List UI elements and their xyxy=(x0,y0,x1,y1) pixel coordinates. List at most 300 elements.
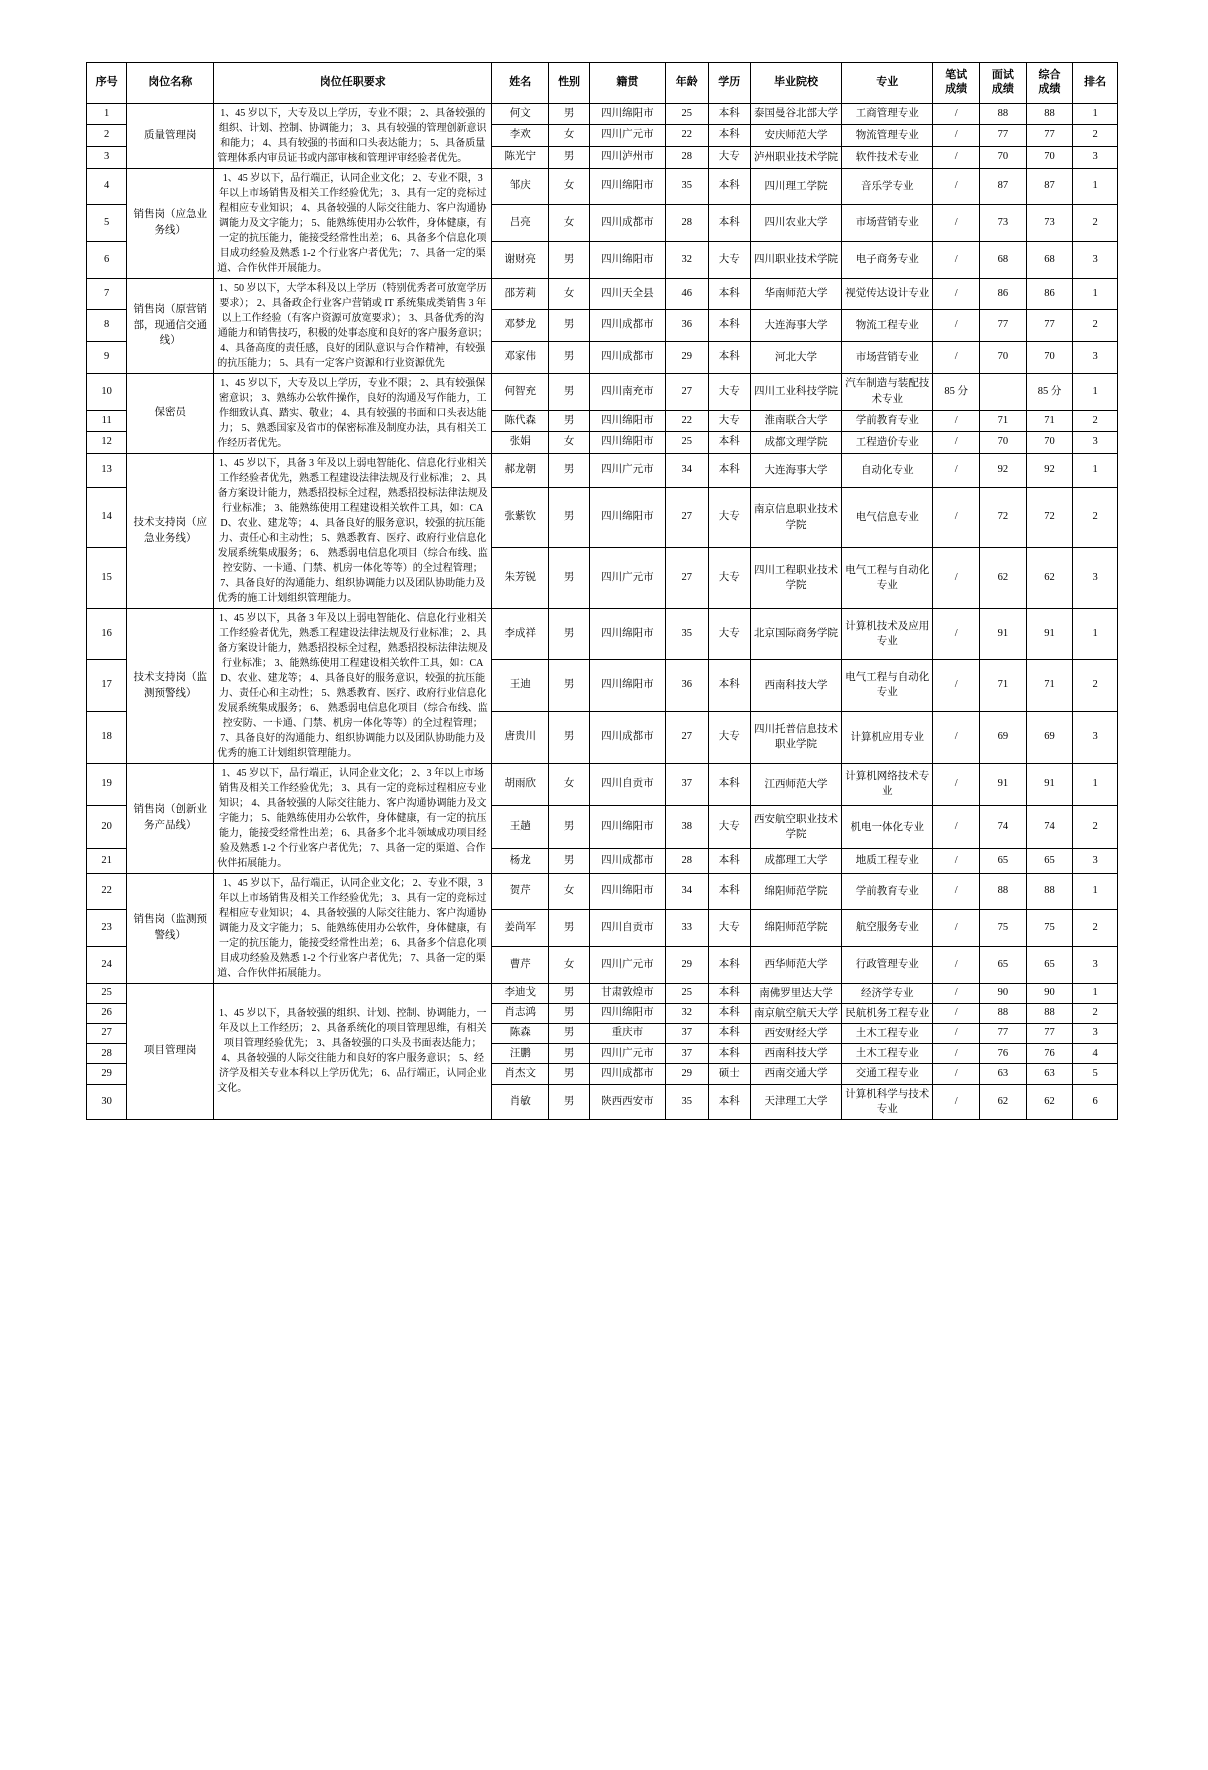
cell-school: 安庆师范大学 xyxy=(750,125,841,147)
cell-education: 大专 xyxy=(708,711,750,763)
cell-gender: 女 xyxy=(549,205,589,242)
cell-interview-score: 71 xyxy=(980,410,1027,431)
cell-rank: 1 xyxy=(1073,168,1118,205)
cell-major: 学前教育专业 xyxy=(842,410,933,431)
cell-school: 西安财经大学 xyxy=(750,1023,841,1043)
interview-score-line2: 成绩 xyxy=(991,82,1014,95)
cell-native-place: 四川绵阳市 xyxy=(589,410,665,431)
cell-education: 本科 xyxy=(708,310,750,342)
cell-major: 视觉传达设计专业 xyxy=(842,278,933,310)
cell-major: 自动化专业 xyxy=(842,453,933,487)
cell-written-score: / xyxy=(933,946,980,983)
cell-written-score: / xyxy=(933,205,980,242)
cell-index: 24 xyxy=(87,946,127,983)
cell-school: 西华师范大学 xyxy=(750,946,841,983)
cell-education: 本科 xyxy=(708,849,750,873)
cell-name: 陈森 xyxy=(492,1023,549,1043)
cell-native-place: 四川成都市 xyxy=(589,1064,665,1084)
cell-requirement: 1、50 岁以下，大学本科及以上学历（特别优秀者可放宽学历要求）； 2、具备政企行业客户营销或 IT 系统集成类销售 3 年以上工作经验（有客户资源可放宽要求）； 3、具备优秀的沟通能力和销售技巧，积极的处事态度和良好的客户服务意识； 4、具备高度的责任感，良好的团队意识与合作精神，有较强的抗压能力； 5、具有一定客户资源和行业资源优先 xyxy=(214,278,492,373)
cell-age: 27 xyxy=(666,711,708,763)
cell-post-name: 技术支持岗（应急业务线） xyxy=(127,453,214,608)
cell-major: 音乐学专业 xyxy=(842,168,933,205)
cell-major: 计算机网络技术专业 xyxy=(842,763,933,806)
cell-written-score: / xyxy=(933,341,980,373)
cell-education: 大专 xyxy=(708,608,750,660)
cell-post-name: 质量管理岗 xyxy=(127,103,214,168)
cell-index: 14 xyxy=(87,487,127,547)
cell-school: 四川农业大学 xyxy=(750,205,841,242)
cell-total-score: 71 xyxy=(1026,660,1073,712)
cell-major: 航空服务专业 xyxy=(842,910,933,947)
col-header-school: 毕业院校 xyxy=(750,63,841,104)
col-header-index: 序号 xyxy=(87,63,127,104)
cell-school: 西南科技大学 xyxy=(750,660,841,712)
cell-written-score: / xyxy=(933,410,980,431)
cell-rank: 1 xyxy=(1073,983,1118,1003)
cell-school: 淮南联合大学 xyxy=(750,410,841,431)
cell-major: 交通工程专业 xyxy=(842,1064,933,1084)
cell-index: 23 xyxy=(87,910,127,947)
cell-requirement: 1、45 岁以下，品行端正，认同企业文化； 2、专业不限，3 年以上市场销售及相关工作经验优先； 3、具有一定的竞标过程相应专业知识； 4、具备较强的人际交往能力、客户沟通协调能力及文字能力； 5、能熟练使用办公软件，身体健康，有一定的抗压能力，能接受经常性出差； 6、具备多个信息化项目成功经验及熟悉 1-2 个行业客户者优先； 7、具备一定的渠道、合作伙伴拓展能力。 xyxy=(214,873,492,983)
cell-major: 物流工程专业 xyxy=(842,310,933,342)
cell-native-place: 四川成都市 xyxy=(589,205,665,242)
cell-major: 软件技术专业 xyxy=(842,146,933,168)
cell-gender: 男 xyxy=(549,453,589,487)
cell-age: 46 xyxy=(666,278,708,310)
cell-total-score: 73 xyxy=(1026,205,1073,242)
cell-native-place: 四川广元市 xyxy=(589,1044,665,1064)
cell-gender: 男 xyxy=(549,608,589,660)
cell-gender: 男 xyxy=(549,373,589,410)
header-row xyxy=(87,63,1118,104)
cell-name: 杨龙 xyxy=(492,849,549,873)
cell-name: 邵芳莉 xyxy=(492,278,549,310)
cell-name: 肖志鸿 xyxy=(492,1003,549,1023)
cell-index: 8 xyxy=(87,310,127,342)
cell-written-score: / xyxy=(933,1084,980,1119)
cell-rank: 1 xyxy=(1073,453,1118,487)
cell-education: 本科 xyxy=(708,341,750,373)
cell-education: 大专 xyxy=(708,487,750,547)
cell-written-score: 85 分 xyxy=(933,373,980,410)
cell-interview-score: 77 xyxy=(980,310,1027,342)
cell-major: 计算机科学与技术专业 xyxy=(842,1084,933,1119)
cell-rank: 2 xyxy=(1073,660,1118,712)
cell-index: 27 xyxy=(87,1023,127,1043)
cell-major: 土木工程专业 xyxy=(842,1023,933,1043)
cell-name: 陈光宁 xyxy=(492,146,549,168)
cell-total-score: 87 xyxy=(1026,168,1073,205)
cell-interview-score: 91 xyxy=(980,763,1027,806)
cell-total-score: 71 xyxy=(1026,410,1073,431)
cell-requirement: 1、45 岁以下，大专及以上学历，专业不限； 2、具备较强的组织、计划、控制、协调能力； 3、具有较强的管理创新意识和能力； 4、具有较强的书面和口头表达能力； 5、具备质量管理体系内审员证书或内部审核和管理评审经验者优先。 xyxy=(214,103,492,168)
col-header-gender: 性别 xyxy=(549,63,589,104)
cell-written-score: / xyxy=(933,310,980,342)
cell-school: 泰国曼谷北部大学 xyxy=(750,103,841,125)
cell-major: 民航机务工程专业 xyxy=(842,1003,933,1023)
cell-name: 邓家伟 xyxy=(492,341,549,373)
cell-school: 大连海事大学 xyxy=(750,453,841,487)
cell-age: 38 xyxy=(666,806,708,849)
cell-school: 四川职业技术学院 xyxy=(750,241,841,278)
table-row xyxy=(87,168,1118,205)
cell-interview-score: 90 xyxy=(980,983,1027,1003)
cell-native-place: 四川绵阳市 xyxy=(589,487,665,547)
cell-index: 6 xyxy=(87,241,127,278)
cell-requirement: 1、45 岁以下，具备 3 年及以上弱电智能化、信息化行业相关工作经验者优先，熟悉工程建设法律法规及行业标准； 2、具备方案设计能力，熟悉招投标全过程，熟悉招投标法律法规及行业标准； 3、能熟练使用工程建设相关软件工具，如：CAD、农业、建龙等； 4、具备良好的服务意识，较强的抗压能力、责任心和主动性； 5、熟悉教育、医疗、政府行业信息化发展系统集成服务； 6、 熟悉弱电信息化项目（综合布线、监控安防、一卡通、门禁、机房一体化等等）的全过程管理； 7、具备良好的沟通能力、组织协调能力以及团队协助能力及优秀的施工计划组织管理能力。 xyxy=(214,608,492,763)
cell-age: 25 xyxy=(666,983,708,1003)
cell-interview-score: 88 xyxy=(980,873,1027,910)
cell-age: 37 xyxy=(666,763,708,806)
cell-age: 28 xyxy=(666,849,708,873)
cell-native-place: 四川天全县 xyxy=(589,278,665,310)
cell-age: 28 xyxy=(666,205,708,242)
cell-age: 25 xyxy=(666,432,708,453)
cell-interview-score: 88 xyxy=(980,103,1027,125)
cell-education: 本科 xyxy=(708,125,750,147)
cell-major: 计算机应用专业 xyxy=(842,711,933,763)
cell-gender: 女 xyxy=(549,432,589,453)
cell-rank: 1 xyxy=(1073,873,1118,910)
cell-gender: 男 xyxy=(549,548,589,608)
cell-education: 大专 xyxy=(708,146,750,168)
cell-name: 何智充 xyxy=(492,373,549,410)
cell-rank: 2 xyxy=(1073,910,1118,947)
cell-school: 南佛罗里达大学 xyxy=(750,983,841,1003)
cell-major: 学前教育专业 xyxy=(842,873,933,910)
cell-total-score: 77 xyxy=(1026,125,1073,147)
cell-interview-score: 91 xyxy=(980,608,1027,660)
cell-age: 32 xyxy=(666,1003,708,1023)
cell-index: 5 xyxy=(87,205,127,242)
cell-name: 唐贵川 xyxy=(492,711,549,763)
cell-rank: 3 xyxy=(1073,548,1118,608)
cell-school: 南京航空航天大学 xyxy=(750,1003,841,1023)
cell-major: 工程造价专业 xyxy=(842,432,933,453)
cell-age: 27 xyxy=(666,487,708,547)
cell-rank: 3 xyxy=(1073,432,1118,453)
col-header-rank: 排名 xyxy=(1073,63,1118,104)
cell-gender: 男 xyxy=(549,410,589,431)
cell-name: 张娟 xyxy=(492,432,549,453)
cell-interview-score: 71 xyxy=(980,660,1027,712)
cell-gender: 男 xyxy=(549,241,589,278)
cell-total-score: 74 xyxy=(1026,806,1073,849)
cell-total-score: 69 xyxy=(1026,711,1073,763)
cell-education: 大专 xyxy=(708,910,750,947)
cell-name: 肖敏 xyxy=(492,1084,549,1119)
cell-native-place: 四川绵阳市 xyxy=(589,660,665,712)
cell-major: 市场营销专业 xyxy=(842,341,933,373)
interview-score-line1: 面试 xyxy=(991,69,1014,81)
cell-education: 本科 xyxy=(708,205,750,242)
cell-school: 西安航空职业技术学院 xyxy=(750,806,841,849)
cell-age: 29 xyxy=(666,1064,708,1084)
cell-education: 本科 xyxy=(708,1003,750,1023)
cell-age: 32 xyxy=(666,241,708,278)
cell-interview-score: 87 xyxy=(980,168,1027,205)
cell-school: 绵阳师范学院 xyxy=(750,873,841,910)
cell-name: 胡雨欣 xyxy=(492,763,549,806)
cell-written-score: / xyxy=(933,125,980,147)
written-score-line2: 成绩 xyxy=(945,82,968,95)
col-header-total-score xyxy=(1026,63,1073,104)
cell-education: 本科 xyxy=(708,432,750,453)
cell-index: 15 xyxy=(87,548,127,608)
col-header-major: 专业 xyxy=(842,63,933,104)
cell-rank: 1 xyxy=(1073,608,1118,660)
col-header-requirement: 岗位任职要求 xyxy=(214,63,492,104)
cell-native-place: 四川绵阳市 xyxy=(589,1003,665,1023)
cell-rank: 3 xyxy=(1073,849,1118,873)
cell-native-place: 四川广元市 xyxy=(589,125,665,147)
cell-post-name: 销售岗（应急业务线） xyxy=(127,168,214,278)
table-row xyxy=(87,983,1118,1003)
cell-rank: 1 xyxy=(1073,278,1118,310)
cell-interview-score: 72 xyxy=(980,487,1027,547)
cell-rank: 6 xyxy=(1073,1084,1118,1119)
cell-school: 四川工程职业技术学院 xyxy=(750,548,841,608)
cell-interview-score: 77 xyxy=(980,125,1027,147)
cell-gender: 男 xyxy=(549,849,589,873)
cell-major: 计算机技术及应用专业 xyxy=(842,608,933,660)
cell-rank: 2 xyxy=(1073,410,1118,431)
cell-interview-score: 69 xyxy=(980,711,1027,763)
cell-interview-score: 62 xyxy=(980,1084,1027,1119)
cell-native-place: 四川绵阳市 xyxy=(589,608,665,660)
cell-gender: 男 xyxy=(549,103,589,125)
cell-interview-score: 70 xyxy=(980,341,1027,373)
cell-major: 地质工程专业 xyxy=(842,849,933,873)
cell-gender: 男 xyxy=(549,660,589,712)
table-row xyxy=(87,103,1118,125)
cell-education: 本科 xyxy=(708,1023,750,1043)
cell-rank: 4 xyxy=(1073,1044,1118,1064)
cell-interview-score xyxy=(980,373,1027,410)
cell-total-score: 65 xyxy=(1026,849,1073,873)
cell-gender: 男 xyxy=(549,1023,589,1043)
cell-total-score: 65 xyxy=(1026,946,1073,983)
cell-written-score: / xyxy=(933,548,980,608)
cell-written-score: / xyxy=(933,278,980,310)
cell-education: 本科 xyxy=(708,983,750,1003)
cell-interview-score: 62 xyxy=(980,548,1027,608)
cell-name: 朱芳锐 xyxy=(492,548,549,608)
cell-major: 汽车制造与装配技术专业 xyxy=(842,373,933,410)
cell-total-score: 77 xyxy=(1026,310,1073,342)
cell-post-name: 保密员 xyxy=(127,373,214,453)
cell-name: 李迪戈 xyxy=(492,983,549,1003)
cell-gender: 男 xyxy=(549,310,589,342)
cell-name: 邓梦龙 xyxy=(492,310,549,342)
cell-education: 大专 xyxy=(708,241,750,278)
cell-gender: 男 xyxy=(549,1064,589,1084)
total-score-line1: 综合 xyxy=(1038,69,1061,81)
table-row xyxy=(87,373,1118,410)
cell-gender: 女 xyxy=(549,125,589,147)
cell-school: 华南师范大学 xyxy=(750,278,841,310)
cell-rank: 3 xyxy=(1073,241,1118,278)
cell-native-place: 四川广元市 xyxy=(589,453,665,487)
cell-native-place: 四川成都市 xyxy=(589,310,665,342)
cell-rank: 3 xyxy=(1073,341,1118,373)
cell-school: 四川工业科技学院 xyxy=(750,373,841,410)
cell-index: 12 xyxy=(87,432,127,453)
cell-native-place: 重庆市 xyxy=(589,1023,665,1043)
cell-index: 20 xyxy=(87,806,127,849)
cell-index: 28 xyxy=(87,1044,127,1064)
cell-rank: 3 xyxy=(1073,146,1118,168)
cell-index: 16 xyxy=(87,608,127,660)
cell-school: 成都理工大学 xyxy=(750,849,841,873)
cell-total-score: 70 xyxy=(1026,146,1073,168)
cell-school: 大连海事大学 xyxy=(750,310,841,342)
cell-rank: 3 xyxy=(1073,1023,1118,1043)
cell-education: 本科 xyxy=(708,660,750,712)
cell-written-score: / xyxy=(933,806,980,849)
table-row xyxy=(87,608,1118,660)
cell-gender: 女 xyxy=(549,946,589,983)
cell-major: 机电一体化专业 xyxy=(842,806,933,849)
cell-written-score: / xyxy=(933,453,980,487)
cell-education: 大专 xyxy=(708,548,750,608)
cell-age: 22 xyxy=(666,125,708,147)
cell-native-place: 四川泸州市 xyxy=(589,146,665,168)
cell-school: 天津理工大学 xyxy=(750,1084,841,1119)
recruitment-results-table xyxy=(86,62,1118,1120)
cell-gender: 女 xyxy=(549,873,589,910)
cell-rank: 2 xyxy=(1073,125,1118,147)
cell-name: 郝龙朝 xyxy=(492,453,549,487)
cell-written-score: / xyxy=(933,1064,980,1084)
cell-gender: 女 xyxy=(549,763,589,806)
cell-native-place: 四川成都市 xyxy=(589,711,665,763)
cell-interview-score: 65 xyxy=(980,946,1027,983)
cell-rank: 2 xyxy=(1073,487,1118,547)
cell-rank: 3 xyxy=(1073,711,1118,763)
cell-written-score: / xyxy=(933,849,980,873)
cell-interview-score: 74 xyxy=(980,806,1027,849)
cell-age: 27 xyxy=(666,373,708,410)
cell-name: 王趟 xyxy=(492,806,549,849)
cell-written-score: / xyxy=(933,660,980,712)
cell-age: 28 xyxy=(666,146,708,168)
cell-age: 29 xyxy=(666,341,708,373)
cell-written-score: / xyxy=(933,1003,980,1023)
cell-gender: 女 xyxy=(549,168,589,205)
col-header-written-score xyxy=(933,63,980,104)
cell-gender: 男 xyxy=(549,487,589,547)
cell-native-place: 甘肃敦煌市 xyxy=(589,983,665,1003)
cell-written-score: / xyxy=(933,146,980,168)
cell-native-place: 四川绵阳市 xyxy=(589,103,665,125)
cell-name: 曹芹 xyxy=(492,946,549,983)
cell-school: 四川理工学院 xyxy=(750,168,841,205)
cell-education: 本科 xyxy=(708,763,750,806)
cell-post-name: 项目管理岗 xyxy=(127,983,214,1120)
cell-interview-score: 63 xyxy=(980,1064,1027,1084)
cell-age: 33 xyxy=(666,910,708,947)
cell-total-score: 68 xyxy=(1026,241,1073,278)
document-page xyxy=(0,62,1208,1770)
cell-major: 电子商务专业 xyxy=(842,241,933,278)
cell-name: 吕亮 xyxy=(492,205,549,242)
cell-total-score: 63 xyxy=(1026,1064,1073,1084)
cell-name: 邹庆 xyxy=(492,168,549,205)
cell-written-score: / xyxy=(933,1023,980,1043)
cell-education: 本科 xyxy=(708,278,750,310)
cell-native-place: 四川绵阳市 xyxy=(589,168,665,205)
cell-name: 何文 xyxy=(492,103,549,125)
cell-school: 成都文理学院 xyxy=(750,432,841,453)
cell-gender: 男 xyxy=(549,711,589,763)
cell-index: 4 xyxy=(87,168,127,205)
cell-age: 29 xyxy=(666,946,708,983)
cell-major: 电气信息专业 xyxy=(842,487,933,547)
cell-requirement: 1、45 岁以下，品行端正，认同企业文化； 2、专业不限，3 年以上市场销售及相关工作经验优先； 3、具有一定的竞标过程相应专业知识； 4、具备较强的人际交往能力、客户沟通协调能力及文字能力； 5、能熟练使用办公软件，身体健康，有一定的抗压能力，能接受经常性出差； 6、具备多个信息化项目成功经验及熟悉 1-2 个行业客户者优先； 7、具备一定的渠道、合作伙伴开展能力。 xyxy=(214,168,492,278)
cell-school: 西南科技大学 xyxy=(750,1044,841,1064)
cell-interview-score: 86 xyxy=(980,278,1027,310)
cell-index: 21 xyxy=(87,849,127,873)
table-row xyxy=(87,278,1118,310)
cell-name: 陈代森 xyxy=(492,410,549,431)
cell-native-place: 四川广元市 xyxy=(589,548,665,608)
table-header xyxy=(87,63,1118,104)
cell-index: 3 xyxy=(87,146,127,168)
cell-written-score: / xyxy=(933,168,980,205)
cell-written-score: / xyxy=(933,241,980,278)
cell-rank: 2 xyxy=(1073,205,1118,242)
cell-rank: 5 xyxy=(1073,1064,1118,1084)
cell-index: 7 xyxy=(87,278,127,310)
cell-total-score: 75 xyxy=(1026,910,1073,947)
cell-name: 肖杰文 xyxy=(492,1064,549,1084)
cell-major: 电气工程与自动化专业 xyxy=(842,660,933,712)
cell-requirement: 1、45 岁以下，大专及以上学历，专业不限； 2、具有较强保密意识； 3、熟练办公软件操作，良好的沟通及写作能力，工作细致认真、踏实、敬业； 4、具有较强的书面和口头表达能力； 5、熟悉国家及省市的保密标准及制度办法，具有相关工作经历者优先。 xyxy=(214,373,492,453)
cell-post-name: 技术支持岗（监测预警线） xyxy=(127,608,214,763)
cell-school: 泸州职业技术学院 xyxy=(750,146,841,168)
cell-post-name: 销售岗（原营销部，现通信交通线） xyxy=(127,278,214,373)
cell-major: 土木工程专业 xyxy=(842,1044,933,1064)
cell-gender: 男 xyxy=(549,341,589,373)
cell-age: 34 xyxy=(666,873,708,910)
col-header-education: 学历 xyxy=(708,63,750,104)
cell-gender: 男 xyxy=(549,1084,589,1119)
table-row xyxy=(87,453,1118,487)
cell-age: 35 xyxy=(666,1084,708,1119)
cell-native-place: 四川绵阳市 xyxy=(589,432,665,453)
cell-total-score: 88 xyxy=(1026,103,1073,125)
cell-total-score: 90 xyxy=(1026,983,1073,1003)
table-body xyxy=(87,103,1118,1120)
cell-interview-score: 65 xyxy=(980,849,1027,873)
cell-written-score: / xyxy=(933,487,980,547)
cell-written-score: / xyxy=(933,432,980,453)
cell-rank: 2 xyxy=(1073,1003,1118,1023)
col-header-interview-score xyxy=(980,63,1027,104)
cell-school: 绵阳师范学院 xyxy=(750,910,841,947)
cell-total-score: 62 xyxy=(1026,1084,1073,1119)
cell-interview-score: 68 xyxy=(980,241,1027,278)
cell-gender: 男 xyxy=(549,1044,589,1064)
cell-index: 11 xyxy=(87,410,127,431)
cell-total-score: 62 xyxy=(1026,548,1073,608)
table-row xyxy=(87,873,1118,910)
cell-index: 18 xyxy=(87,711,127,763)
cell-rank: 2 xyxy=(1073,806,1118,849)
cell-index: 9 xyxy=(87,341,127,373)
cell-native-place: 四川南充市 xyxy=(589,373,665,410)
